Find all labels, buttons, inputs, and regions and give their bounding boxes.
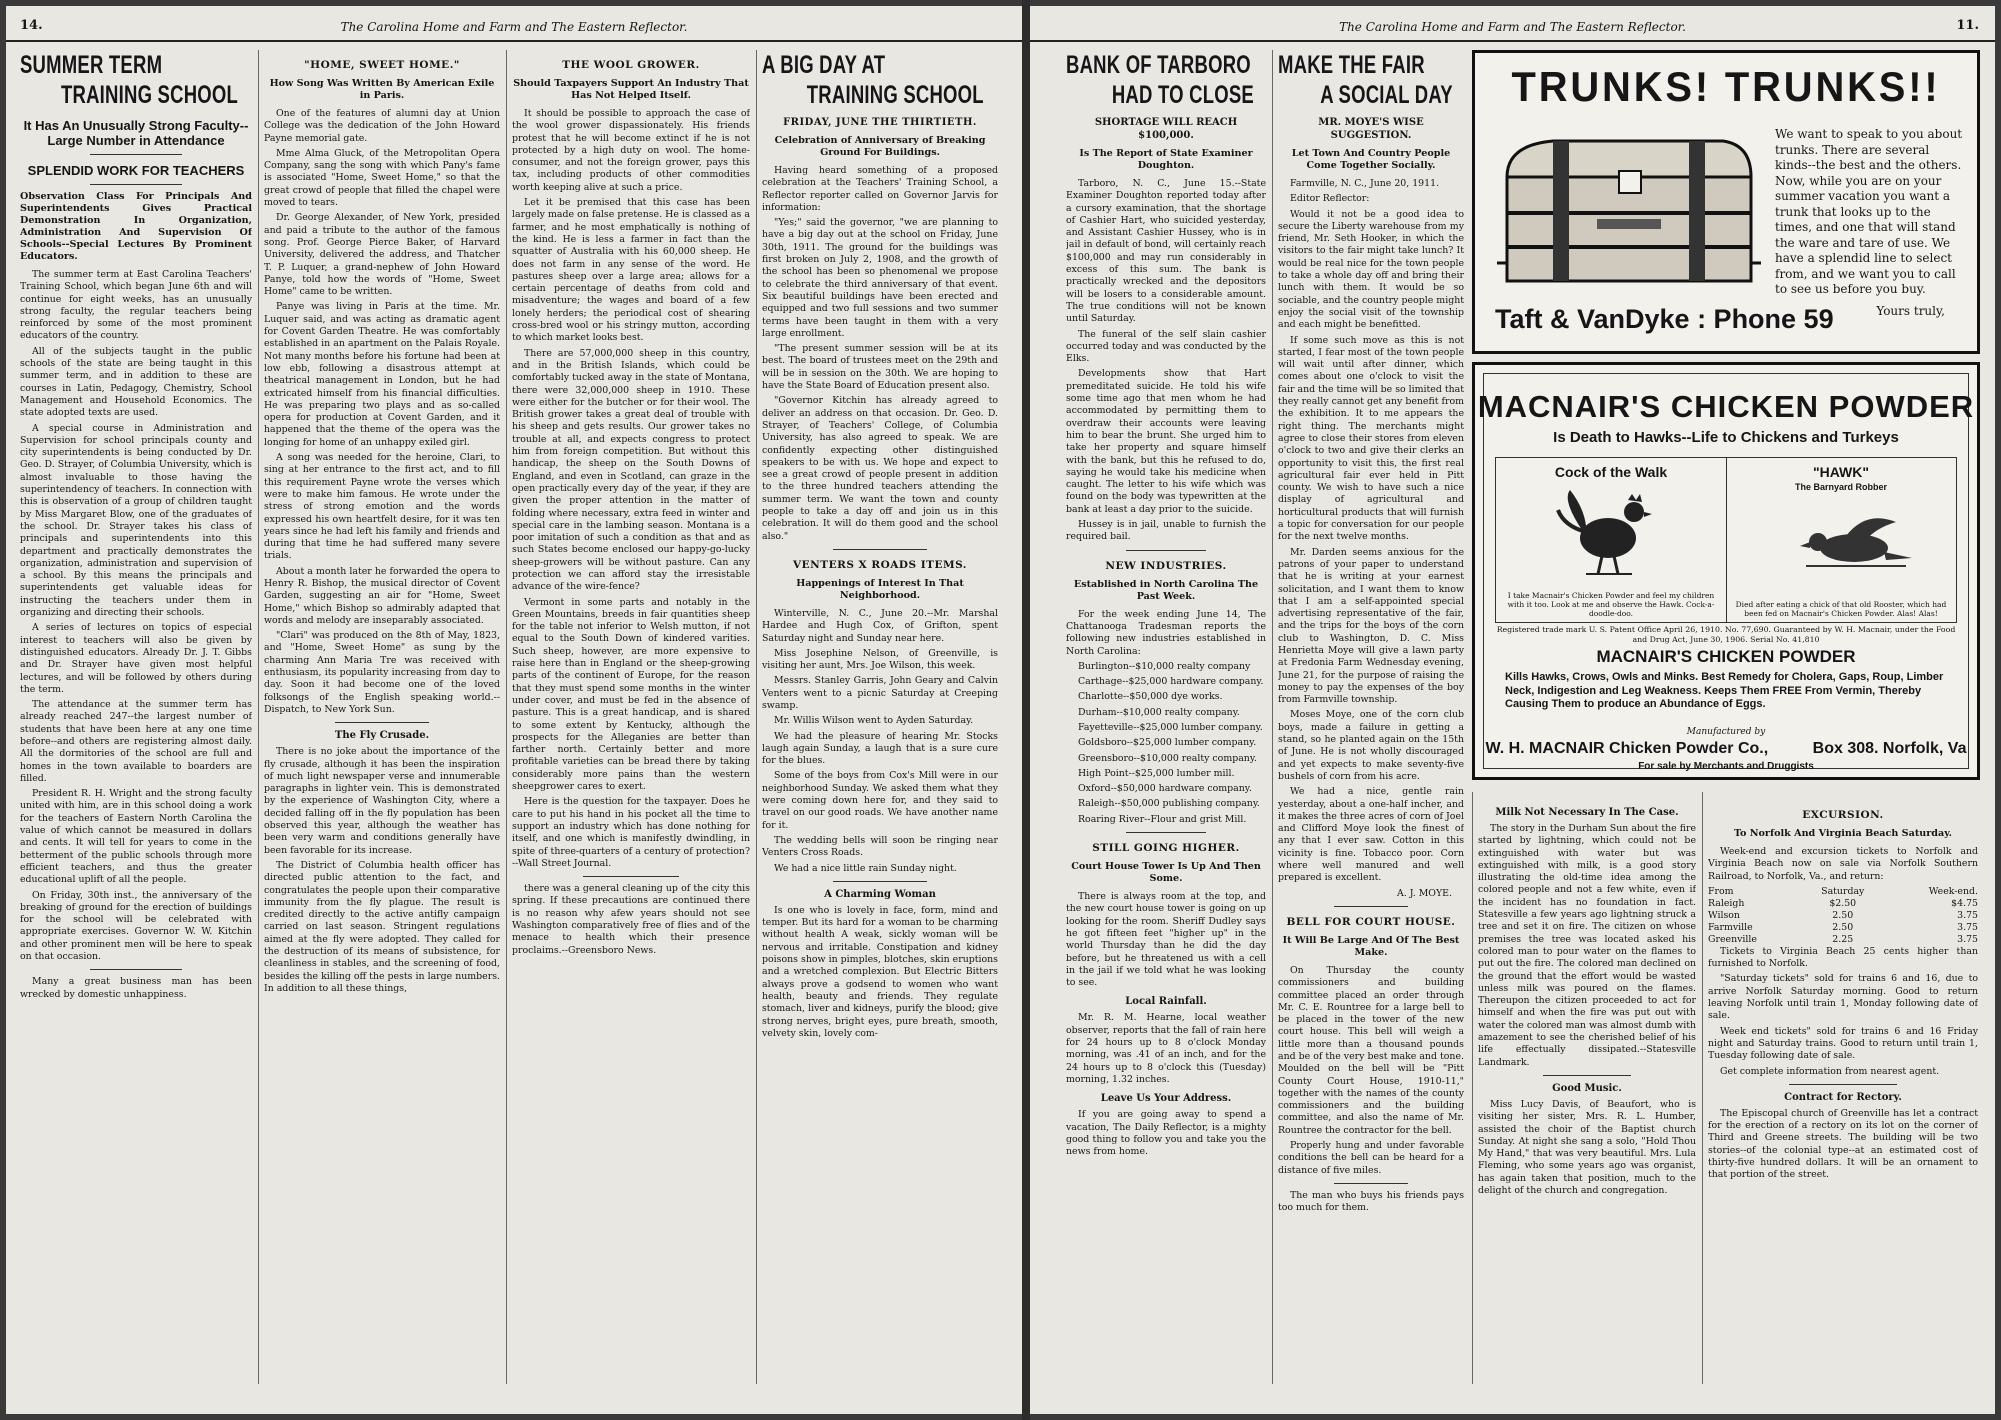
sale-note: For sale by Merchants and Druggists bbox=[1638, 761, 1814, 772]
paragraph: The story in the Durham Sun about the fire started by lightning, which could not be extinguished with water but was extinguished with milk, is a good story illustrating the old-time idea among the colored people and not a few white, even if the incident has no foundation in fact. Statesville a few years ago lightning struck a tree and set it on fire. The citizen on whose premises the tree was located asked his colored man to pour water on the flames to put out the fire. The colored man declined on the ground that the effort would be wasted unless milk was poured on the flames. Thereupon the citizen proceeded to act for himself and when the fire was put out with water the colored man was almost dumb with amazement to see the cherished belief of his life effectually dissipated.--Statesville Landmark. bbox=[1478, 823, 1696, 1068]
deck: It Will Be Large And Of The Best Make. bbox=[1282, 934, 1460, 958]
paragraph: The summer term at East Carolina Teachers' Training School, which began June 6th and will continue for eight weeks, has an unusually strong faculty, the regular teachers being reinforced by some of the most prominent educators of the country. bbox=[20, 269, 252, 342]
list-item: Raleigh--$50,000 publishing company. bbox=[1078, 798, 1260, 810]
trunks-advertisement bbox=[1472, 50, 1980, 354]
headline-line-1: BANK OF TARBORO bbox=[1066, 51, 1251, 79]
paragraph: Vermont in some parts and notably in the Green Mountains, breeds in fair quantities sheep for the table not inferior to Welsh mutton, if not equal to the South Down of kindered varities. Such sheep, however, are more expensive to raise here than in England or the sheep-growing parts of the continent of Europe, for the reason that they must spend some months in the winter under cover, and must be fed in the absence of pasture. This is a great handicap, and is shared to some extent by Kentucky, although the prospects for the Alleganies are better than farther north. Certainly better and more profitable varieties can be bread there by taking considerably more pains than the western sheepgrower cares to exert. bbox=[512, 596, 750, 793]
table-cell: 2.50 bbox=[1832, 921, 1854, 933]
subheadline: MR. MOYE'S WISE SUGGESTION. bbox=[1318, 117, 1424, 141]
divider bbox=[1334, 1183, 1408, 1184]
column-rule bbox=[1272, 50, 1273, 1384]
paragraph: Miss Lucy Davis, of Beaufort, who is visiting her sister, Mrs. R. L. Humber, assisted the choir of the Baptist church Sunday. At night she sang a solo, "Hold Thou My Hand," that was very beautiful. Mrs. Lula Fleming, who some years ago was organist, has again taken that position, much to the delight of the church and congregation. bbox=[1478, 1098, 1696, 1197]
left-page bbox=[6, 6, 1022, 1414]
table-header-row bbox=[1708, 886, 1978, 898]
paragraph: A song was needed for the heroine, Clari, to sing at her entrance to the first act, and to fill this requirement Payne wrote the verses which were to make him famous. He wrote under the stress of strong emotion and the words expressed his own heartfelt desire, for it was ten years since he had left his family and friends and during that time he had suffered many severe trials. bbox=[264, 452, 500, 562]
rooster-icon bbox=[1556, 486, 1666, 578]
article-heading: "HOME, SWEET HOME." bbox=[304, 59, 460, 71]
article-heading: STILL GOING HIGHER. bbox=[1092, 842, 1240, 855]
deck: Established in North Carolina The Past Week. bbox=[1073, 578, 1259, 602]
divider bbox=[1789, 1084, 1897, 1085]
manufactured-by-label: Manufactured by bbox=[1686, 727, 1766, 737]
table-cell: Raleigh bbox=[1708, 897, 1745, 909]
paragraph: We had a nice, gentle rain yesterday, about a one-half incher, and it makes the three acres of corn of Joel and Clifford Moye look the finest of any that I ever saw. Cotton in this vicinity is fine. Tobacco poor. Corn where well manured and well prepared is excellent. bbox=[1278, 786, 1464, 884]
table-cell: Greenville bbox=[1708, 933, 1757, 945]
paragraph: Mr. R. M. Hearne, local weather observer, reports that the fall of rain here for 24 hours up to 8 o'clock Monday morning, was .41 of an inch, and for the 24 hours up to 8 o'clock this (Tuesday) morning, 1.32 inches. bbox=[1066, 1012, 1266, 1085]
column-excursion bbox=[1708, 800, 1978, 1384]
column-bank-of-tarboro bbox=[1066, 50, 1266, 1384]
table-cell: 3.75 bbox=[1957, 921, 1978, 933]
divider bbox=[90, 184, 183, 185]
paragraph: Mme Alma Gluck, of the Metropolitan Opera Company, sang the song with which Pany's fame is associated "Home, Sweet Home," so that the great crowd of people that filled the chapel were moved to tears. bbox=[264, 147, 500, 209]
table-header: Week-end. bbox=[1928, 885, 1978, 897]
table-cell: $4.75 bbox=[1951, 897, 1978, 909]
headline-line-2: A SOCIAL DAY bbox=[1320, 81, 1453, 109]
paragraph: All of the subjects taught in the public schools of the state are being taught in this summer term, and in addition to these are courses in Latin, Pedagogy, Chemistry, School Management and Household Economics. The state adopted texts are used. bbox=[20, 345, 252, 419]
table-cell: 3.75 bbox=[1957, 909, 1978, 921]
table-cell: Farmville bbox=[1708, 921, 1753, 933]
paragraph: "Yes;" said the governor, "we are planning to have a big day out at the school on Friday, June 30th, 1911. The ground for the buildings was first broken on July 2, 1908, and the growth of the school has been so phenomenal we propose to celebrate the third anniversary of that event. Six beautiful buildings have been erected and equipped and two full sessions and two summer terms have been taught in them with a very large enrollment. bbox=[762, 217, 998, 339]
table-cell: 2.25 bbox=[1832, 933, 1854, 945]
rooster-label: Cock of the Walk bbox=[1554, 464, 1668, 480]
list-item: Carthage--$25,000 hardware company. bbox=[1078, 676, 1264, 688]
paragraph: Farmville, N. C., June 20, 1911. bbox=[1290, 178, 1440, 189]
deck: Should Taxpayers Support An Industry That Has Not Helped Itself. bbox=[513, 78, 749, 101]
article-heading: Milk Not Necessary In The Case. bbox=[1495, 807, 1679, 818]
headline-line-1: A BIG DAY AT bbox=[762, 51, 886, 79]
paragraph: The attendance at the summer term has already reached 247--the largest number of students that have been here at any one time before--and others are registering almost daily. All the dormitories of the school are full and homes in the town available to boarders are filled. bbox=[20, 699, 252, 784]
column-rule bbox=[506, 50, 507, 1384]
article-heading: The Fly Crusade. bbox=[334, 730, 430, 742]
paragraph: Get complete information from nearest agent. bbox=[1720, 1065, 1940, 1077]
rooster-caption: I take Macnair's Chicken Powder and feel my children with it too. Look at me and observe the Hawk. Cock-a-doodle-doo. bbox=[1507, 591, 1715, 618]
article-heading: VENTERS X ROADS ITEMS. bbox=[793, 558, 967, 571]
article-heading: Good Music. bbox=[1552, 1082, 1622, 1094]
list-item: Oxford--$50,000 hardware company. bbox=[1078, 783, 1252, 795]
paragraph: Let it be premised that this case has been largely made on false pretense. He is classed as a farmer, and he most emphatically is nothing of the kind. He is less a farmer in fact than the squatter of Australia with his 60,000 sheep. He does not farm in any sense of the word. He pastures sheep over a large area; allows for a certain percentage of deaths from cold and misadventure; the wages and board of a few lonely herders; the periodical cost of shearing cross-bred wool or his stringy mutton, according to which market looks best. bbox=[512, 197, 750, 344]
table-header: From bbox=[1708, 885, 1734, 897]
table-cell: $2.50 bbox=[1829, 897, 1857, 909]
paragraph: Developments show that Hart premeditated suicide. He told his wife some time ago that men whom he had accommodated by permitting them to overdraw their accounts were leaving him to bear the brunt. She urged him to take her property and square himself with the bank, but this he refused to do, saying he would take his medicine when caught. The letter to his wife which was found on the body was typewritten at the bank at least a day prior to the suicide. bbox=[1066, 368, 1266, 515]
table-cell: 2.50 bbox=[1832, 909, 1854, 921]
subheadline: SHORTAGE WILL REACH $100,000. bbox=[1094, 117, 1238, 141]
company-name bbox=[1475, 739, 1977, 758]
paragraph: Having heard something of a proposed celebration at the Teachers' Training School, a Reflector reporter called on Governor Jarvis for information: bbox=[762, 165, 998, 213]
page-number: 14. bbox=[20, 18, 43, 33]
divider bbox=[1334, 906, 1408, 907]
hawk-icon bbox=[1796, 504, 1916, 574]
table-row bbox=[1708, 898, 1978, 910]
table-row bbox=[1708, 922, 1978, 934]
ad-title: MACNAIR'S CHICKEN POWDER bbox=[1477, 389, 1975, 424]
ad-subtitle: Is Death to Hawks--Life to Chickens and Turkeys bbox=[1553, 429, 1899, 446]
table-row bbox=[1708, 910, 1978, 922]
paragraph: On Friday, 30th inst., the anniversary of the breaking of ground for the erection of buildings for the school will be celebrated with appropriate exercises. Governor W. W. Kitchin and other prominent men will be here to speak on that occasion. bbox=[20, 889, 252, 963]
product-claims: Kills Hawks, Crows, Owls and Minks. Best Remedy for Cholera, Gaps, Roup, Limber Neck, Indigestion and Leg Weakness. Keeps Them FREE From Vermin, Thereby Causing Them to produce an Abundance of Eggs. bbox=[1505, 671, 1944, 710]
paragraph: Properly hung and under favorable conditions the bell can be heard for a distance of five miles. bbox=[1278, 1140, 1464, 1176]
list-item: High Point--$25,000 lumber mill. bbox=[1078, 767, 1235, 779]
paragraph: Week end tickets" sold for trains 6 and 16 Friday night and Saturday trains. Good to return until train 1, Tuesday following date of sale. bbox=[1708, 1025, 1978, 1062]
column-make-the-fair bbox=[1278, 50, 1464, 1384]
article-heading: A Charming Woman bbox=[824, 888, 936, 900]
deck: Is The Report of State Examiner Doughton. bbox=[1079, 148, 1253, 171]
column-rule bbox=[756, 50, 757, 1384]
paragraph: The wedding bells will soon be ringing near Venters Cross Roads. bbox=[762, 834, 998, 859]
deck: Let Town And Country People Come Together Socially. bbox=[1291, 148, 1451, 171]
divider bbox=[833, 881, 927, 882]
paragraph: Would it not be a good idea to secure the Liberty warehouse from my friend, Mr. Seth Hooker, in which the visitors to the fair might take lunch? It would be real nice for the town people to take a whole day off and bring their lunch with them. It would be so sociable, and the country people might enjoy the social visit of the township and each might be benefitted. bbox=[1278, 208, 1464, 331]
paragraph: About a month later he forwarded the opera to Henry R. Bishop, the musical director of Covent Garden, suggesting an air for "Home, Sweet Home," which Bishop so admirably adapted that words and melody are inseparably associated. bbox=[264, 565, 500, 626]
paragraph: The man who buys his friends pays too much for them. bbox=[1278, 1189, 1464, 1214]
page-number: 11. bbox=[1956, 18, 1979, 33]
paragraph: "The present summer session will be at its best. The board of trustees meet on the 29th and will be in session on the 30th. We are hoping to have the State Board of Education present also. bbox=[762, 343, 998, 392]
divider bbox=[90, 969, 183, 970]
paragraph: President R. H. Wright and the strong faculty united with him, are in this school doing a work for the teachers of Eastern North Carolina the value of which cannot be measured in dollars and cents. It will tell for years to come in the betterment of the public schools through more efficient teachers, and thus the greater educational uplift of all the people. bbox=[20, 788, 252, 886]
divider bbox=[335, 722, 429, 723]
article-heading: Contract for Rectory. bbox=[1784, 1091, 1902, 1103]
column-rule bbox=[258, 50, 259, 1384]
paragraph: Hussey is in jail, unable to furnish the required bail. bbox=[1066, 519, 1266, 543]
list-item: Goldsboro--$25,000 lumber company. bbox=[1078, 737, 1257, 749]
column-rule bbox=[1702, 792, 1703, 1384]
paragraph: On Thursday the county commissioners and building committee placed an order through Mr. C. E. Rountree for a large bell to be placed in the tower of the new court house. This bell will weigh a little more than a thousand pounds and be of the very best make and tone. Moulded on the bell will be "Pitt County Court House, 1910-11," together with the names of the county commissioners and the building committee, and also the name of Mr. Rountree the contractor for the bell. bbox=[1278, 964, 1464, 1136]
paragraph: There is always room at the top, and the new court house tower is going on up looking for the room. Sheriff Dudley says he got fifteen feet "higher up" in the world Thursday than he did the day before, but he threatened us with a cell in the jail if we told what he was looking to see. bbox=[1066, 891, 1266, 989]
left-page-header bbox=[6, 16, 1022, 42]
paragraph: The funeral of the self slain cashier occurred today and was conducted by the Elks. bbox=[1066, 328, 1266, 365]
paragraph: Miss Josephine Nelson, of Greenville, is visiting her aunt, Mrs. Joe Wilson, this week. bbox=[762, 647, 998, 672]
subheadline-2: SPLENDID WORK FOR TEACHERS bbox=[27, 163, 245, 178]
article-heading: NEW INDUSTRIES. bbox=[1105, 559, 1227, 572]
divider bbox=[583, 876, 678, 877]
paragraph: Mr. Willis Wilson went to Ayden Saturday. bbox=[774, 715, 974, 727]
table-cell: 3.75 bbox=[1957, 933, 1978, 945]
list-item: Charlotte--$50,000 dye works. bbox=[1078, 691, 1223, 703]
table-header: Saturday bbox=[1821, 885, 1865, 897]
trunk-icon bbox=[1493, 123, 1763, 293]
paragraph: Moses Moye, one of the corn club boys, made a failure in getting a stand, so he planted again on the 15th of June. He is not wholly discouraged and yet expects to make seventy-five bushels of corn from his acre. bbox=[1278, 709, 1464, 782]
paragraph: "Clari" was produced on the 8th of May, 1823, and "Home, Sweet Home" as sung by the charming Ann Maria Tre was received with enthusiasm, its popularity increasing from day to day. Soon it had become one of the loved folksongs of the English speaking world.--Dispatch, to New York Sun. bbox=[264, 630, 500, 715]
divider bbox=[1126, 832, 1206, 833]
subheadline: FRIDAY, JUNE THE THIRTIETH. bbox=[783, 117, 977, 128]
signature: A. J. MOYE. bbox=[1396, 887, 1452, 899]
paragraph: Dr. George Alexander, of New York, presided and paid a tribute to the author of the famous song. Prof. George Pierce Baker, of Harvard University, delivered the address, and Thatcher T. P. Luquer, a grand-nephew of John Howard Panye, told how the words of "Home, Sweet Home" came to be written. bbox=[264, 212, 500, 298]
deck: Celebration of Anniversary of Breaking Ground For Buildings. bbox=[774, 135, 986, 158]
paragraph: Tarboro, N. C., June 15.--State Examiner Doughton reported today after a cursory examination, that the shortage of Cashier Hart, who suicided yesterday, and Assistant Cashier Hussey, who is in jail in default of bond, will certainly reach $100,000 and may run considerably in excess of this sum. The bank is practically wrecked and the depositors will be losers to a considerable amount. The true conditions will not be known until Saturday. bbox=[1066, 178, 1266, 325]
paragraph: Editor Reflector: bbox=[1290, 193, 1370, 205]
paragraph: If some such move as this is not started, I fear most of the town people will wait until after dinner, which comes about one o'clock to visit the fair and the time will be so limited that they really cannot get any benefit from the exhibition. It to me appears the right thing. The merchants might agree to close their stores from eleven o'clock to two and give their clerks an opportunity to visit this, the first real agricultural fair ever held in Pitt county. We wish to have such a nice display of agricultural and horticultural products that will furnish a topic for conversation for our people for the next twelve months. bbox=[1278, 334, 1464, 543]
paragraph: Tickets to Virginia Beach 25 cents higher than furnished to Norfolk. bbox=[1708, 945, 1978, 970]
ad-footer: Taft & VanDyke : Phone 59 bbox=[1495, 304, 1834, 334]
column-wool-grower bbox=[512, 50, 750, 1384]
fare-table bbox=[1708, 886, 1978, 946]
paragraph: "Governor Kitchin has already agreed to deliver an address on that occasion. Dr. Geo. D. Strayer, of Teachers' College, of Columbia University, has also agreed to speak. We are confidently expecting other distinguished speakers to be with us. We hope and expect to see a great crowd of people present in addition to the three hundred teachers attending the summer term. We want the town and county people to take a day off and join us in this celebration. It will do them good and the school also." bbox=[762, 395, 998, 542]
paragraph: A series of lectures on topics of especial interest to teachers will also be given by distinguished educators. Already Dr. J. T. Gibbs and Dr. Strayer have given most helpful lectures, and will be followed by others during the term. bbox=[20, 622, 252, 695]
paragraph: Winterville, N. C., June 20.--Mr. Marshal Hardee and Hugh Cox, of Grifton, spent Saturday night and Sunday near here. bbox=[762, 607, 998, 644]
paragraph: Some of the boys from Cox's Mill were in our neighborhood Sunday. We asked them what they were coming down here for, and they said to travel on our good roads. We have another name for it. bbox=[762, 770, 998, 831]
paragraph: Messrs. Stanley Garris, John Geary and Calvin Venters went to a picnic Saturday at Creeping swamp. bbox=[762, 675, 998, 711]
ad-title: TRUNKS! TRUNKS!! bbox=[1511, 63, 1941, 110]
paragraph: One of the features of alumni day at Union College was the dedication of the John Howard Payne memorial gate. bbox=[264, 108, 500, 144]
headline-line-2: TRAINING SCHOOL bbox=[806, 81, 984, 109]
subheadline: It Has An Unusually Strong Faculty--Large Number in Attendance bbox=[23, 118, 249, 148]
headline-line-2: TRAINING SCHOOL bbox=[61, 81, 239, 109]
paragraph: We had the pleasure of hearing Mr. Stocks laugh again Sunday, a laugh that is a sure cure for the blues. bbox=[762, 730, 998, 767]
paragraph: there was a general cleaning up of the city this spring. If these precautions are continued there is no reason why afew years should not see Washington comparatively free of flies and of the menace to health which their presence proclaims.--Greensboro News. bbox=[512, 883, 750, 956]
right-page-header bbox=[1030, 16, 1995, 42]
column-rule bbox=[1472, 792, 1473, 1384]
divider bbox=[90, 154, 183, 155]
hawk-label: "HAWK" bbox=[1812, 464, 1870, 480]
paragraph: We had a nice little rain Sunday night. bbox=[774, 862, 957, 874]
list-item: Roaring River--Flour and grist Mill. bbox=[1078, 813, 1247, 825]
hawk-caption: Died after eating a chick of that old Rooster, which had been fed on Macnair's Chicken Powder. Alas! Alas! bbox=[1735, 600, 1947, 618]
paragraph: Here is the question for the taxpayer. Does he care to put his hand in his pocket all the time to support an industry which has done nothing for itself, and one which is manifestly dwindling, in spite of three-quarters of a century of protection?--Wall Street Journal. bbox=[512, 796, 750, 869]
article-heading: THE WOOL GROWER. bbox=[562, 59, 700, 71]
divider bbox=[1543, 1075, 1630, 1076]
list-item: Greensboro--$10,000 realty company. bbox=[1078, 752, 1257, 764]
ad-closing: Yours truly, bbox=[1876, 303, 1945, 318]
paragraph: The District of Columbia health officer has directed public attention to the fact, and congratulates the people upon their comparative immunity from the fly plague. The result is credited directly to the active antifly campaign carried on last season. Stringent regulations aimed at the fly were adopted. They called for the destruction of its means of subsistence, for cleanliness in stables, and the screening of food, besides the killing off the pests in large numbers. In addition to all these things, bbox=[264, 859, 500, 994]
ad-body-text: We want to speak to you about trunks. There are several kinds--the best and the others. Now, while you are on your summer vacation you want a trunk that looks up to the times, and one that will stand the ware and tare of use. We have a splendid line to select from, and we want you to call to see us before you buy. bbox=[1775, 127, 1963, 296]
paragraph: Panye was living in Paris at the time. Mr. Luquer said, and was acting as dramatic agent for Covent Garden Theatre. He was comfortably established in an apartment on the Palais Royale. Not many months before his fortune had been at low ebb, following a disastrous attempt at theatrical management in London, but he had extricated himself from his financial difficulties. He was preparing two plays and as so-called opera for production at Covent Garden, and it happened that the theme of the opera was the longing for home of an unhappy exiled girl. bbox=[264, 301, 500, 448]
paragraph: For the week ending June 14, The Chattanooga Tradesman reports the following new industries established in North Carolina: bbox=[1066, 608, 1266, 657]
headline-line-1: SUMMER TERM bbox=[20, 51, 163, 79]
company-name-text: W. H. MACNAIR Chicken Powder Co., bbox=[1485, 740, 1769, 757]
column-milk bbox=[1478, 800, 1696, 1384]
deck: To Norfolk And Virginia Beach Saturday. bbox=[1733, 828, 1953, 839]
table-cell: Wilson bbox=[1708, 909, 1740, 921]
table-row bbox=[1708, 934, 1978, 946]
binding-gutter bbox=[1022, 0, 1030, 1420]
column-summer-term bbox=[20, 50, 252, 1384]
article-heading: Leave Us Your Address. bbox=[1100, 1093, 1232, 1105]
list-item: Fayetteville--$25,000 lumber company. bbox=[1078, 721, 1263, 733]
column-big-day bbox=[762, 50, 998, 1384]
divider bbox=[1126, 550, 1206, 551]
deck: Court House Tower Is Up And Then Some. bbox=[1071, 861, 1261, 885]
paragraph: Week-end and excursion tickets to Norfolk and Virginia Beach now on sale via Norfolk Southern Railroad, to Norfolk, Va., and return: bbox=[1708, 846, 1978, 882]
paragraph: There is no joke about the importance of the fly crusade, although it has been the inspiration of much light newspaper verse and innumerable paragraphs in lighter vein. This is demonstrated by the experience of Washington City, where a decided falling off in the fly population has been observed this year, although the weather has been very warm and conditions generally have been favorable for its increase. bbox=[264, 746, 500, 856]
paragraph: There are 57,000,000 sheep in this country, and in the British Islands, which could be comfortably tucked away in the state of Montana, there were 32,000,000 sheep in 1910. These were either for the butcher or for their wool. The British grower takes a great deal of trouble with his sheep and gets results. Our grower takes no trouble at all, and expects congress to protect him from foreign competition. But without this handicap, the sheep on the South Downs of England, and even in Scotland, can graze in the open practically every day of the year, if they are given the proper attention in the matter of folding where necessary, extra feed in winter and special care in the lambing season. Montana is a poor imitation of such a condition as that and as such States become enclosed our happy-go-lucky sheep-growers will be without pasture. Can any protection we can afford stay the irresistable advance of the wire-fence? bbox=[512, 347, 750, 593]
paragraph: Is one who is lovely in face, form, mind and temper. But its hard for a woman to be charming without health A weak, sickly woman will be nervous and irritable. Constipation and kidney poisons show in pimples, blotches, skin eruptions and a wretched complexion. But Electric Bitters always prove a godsend to women who want health, beauty and friends. They regulate stomach, liver and kidneys, purify the blood; give strong nerves, bright eyes, pure breath, smooth, velvety skin, lovely com- bbox=[762, 904, 998, 1039]
headline-line-2: HAD TO CLOSE bbox=[1111, 81, 1254, 109]
macnair-chicken-powder-advertisement bbox=[1472, 362, 1980, 780]
ad-illustration-panel bbox=[1495, 457, 1957, 623]
divider bbox=[833, 549, 927, 550]
paragraph: "Saturday tickets" sold for trains 6 and 16, due to arrive Norfolk Saturday morning. Good to return leaving Norfolk until train 1, Monday following date of sale. bbox=[1708, 973, 1978, 1022]
paragraph: The Episcopal church of Greenville has let a contract for the erection of a rectory on its lot on the corner of Third and Greene streets. The building will be two stories--of the colonial type--at an estimated cost of thirty-five hundred dollars. It will be an ornament to that portion of the street. bbox=[1708, 1107, 1978, 1181]
column-home-sweet-home bbox=[264, 50, 500, 1384]
paragraph: If you are going away to spend a vacation, The Daily Reflector, is a mighty good thing to follow you and take you the news from home. bbox=[1066, 1109, 1266, 1158]
right-page bbox=[1030, 6, 1995, 1414]
deck: How Song Was Written By American Exile in Paris. bbox=[269, 78, 495, 101]
article-heading: Local Rainfall. bbox=[1125, 996, 1207, 1008]
deck: Observation Class For Principals And Superintendents Gives Practical Demonstration In Organization, Administration And Supervision Of Schools--Special Lectures By Prominent Educators. bbox=[20, 191, 252, 262]
list-item: Durham--$10,000 realty company. bbox=[1078, 706, 1240, 718]
masthead: The Carolina Home and Farm and The Eastern Reflector. bbox=[340, 20, 688, 34]
product-name: MACNAIR'S CHICKEN POWDER bbox=[1596, 647, 1856, 666]
registration-note: Registered trade mark U. S. Patent Office April 26, 1910. No. 77,690. Guaranteed by W. H. Macnair, under the Food and Drug Act, June 30, 1906. Serial No. 41,810 bbox=[1496, 625, 1956, 644]
headline-line-1: MAKE THE FAIR bbox=[1278, 51, 1425, 79]
masthead: The Carolina Home and Farm and The Eastern Reflector. bbox=[1339, 20, 1686, 34]
paragraph: It should be possible to approach the case of the wool grower dispassionately. His friends protest that he will become extinct if he is not protected by a high duty on wool. The home-consumer, and not the foreign grower, pays this tax, including products of other commodities worth keeping alive at such a price. bbox=[512, 108, 750, 193]
ad-body bbox=[1775, 127, 1965, 319]
list-item: Burlington--$10,000 realty company bbox=[1078, 660, 1251, 672]
paragraph: A special course in Administration and Supervision for school principals county and city superintendents is being conducted by Dr. Geo. D. Strayer, of Columbia University, which is almost invaluable to those having the superintendency of teachers. In connection with this is observation of a group of children taught by Miss Margaret Blow, one of the graduates of the school. Dr. Strayer takes his class of principals and superintendents into this department and practically demonstrates the organization, administration and supervision of a school. By this means the principals and superintendents get valuable ideas for instructing the teachers under them in organizing and directing their schools. bbox=[20, 422, 252, 619]
article-heading: EXCURSION. bbox=[1802, 809, 1884, 821]
paragraph: Many a great business man has been wrecked by domestic unhappiness. bbox=[20, 976, 252, 1000]
article-heading: BELL FOR COURT HOUSE. bbox=[1286, 915, 1456, 928]
hawk-sublabel: The Barnyard Robber bbox=[1794, 482, 1888, 492]
company-address: Box 308. Norfolk, Va bbox=[1812, 740, 1967, 757]
deck: Happenings of Interest In That Neighborhood. bbox=[796, 577, 964, 601]
paragraph: Mr. Darden seems anxious for the patrons of your paper to understand that he is writing at your earnest solicitation, and I want them to know that I am a self-appointed special advertising representative of the fair, and the trips for the boys of the corn club to Washington, D. C. Miss Henrietta Moye will give a lawn party at Fredonia Farm Wednesday evening, June 21, for the purpose of raising the money to pay the expenses of the boy from Farmville township. bbox=[1278, 546, 1464, 706]
